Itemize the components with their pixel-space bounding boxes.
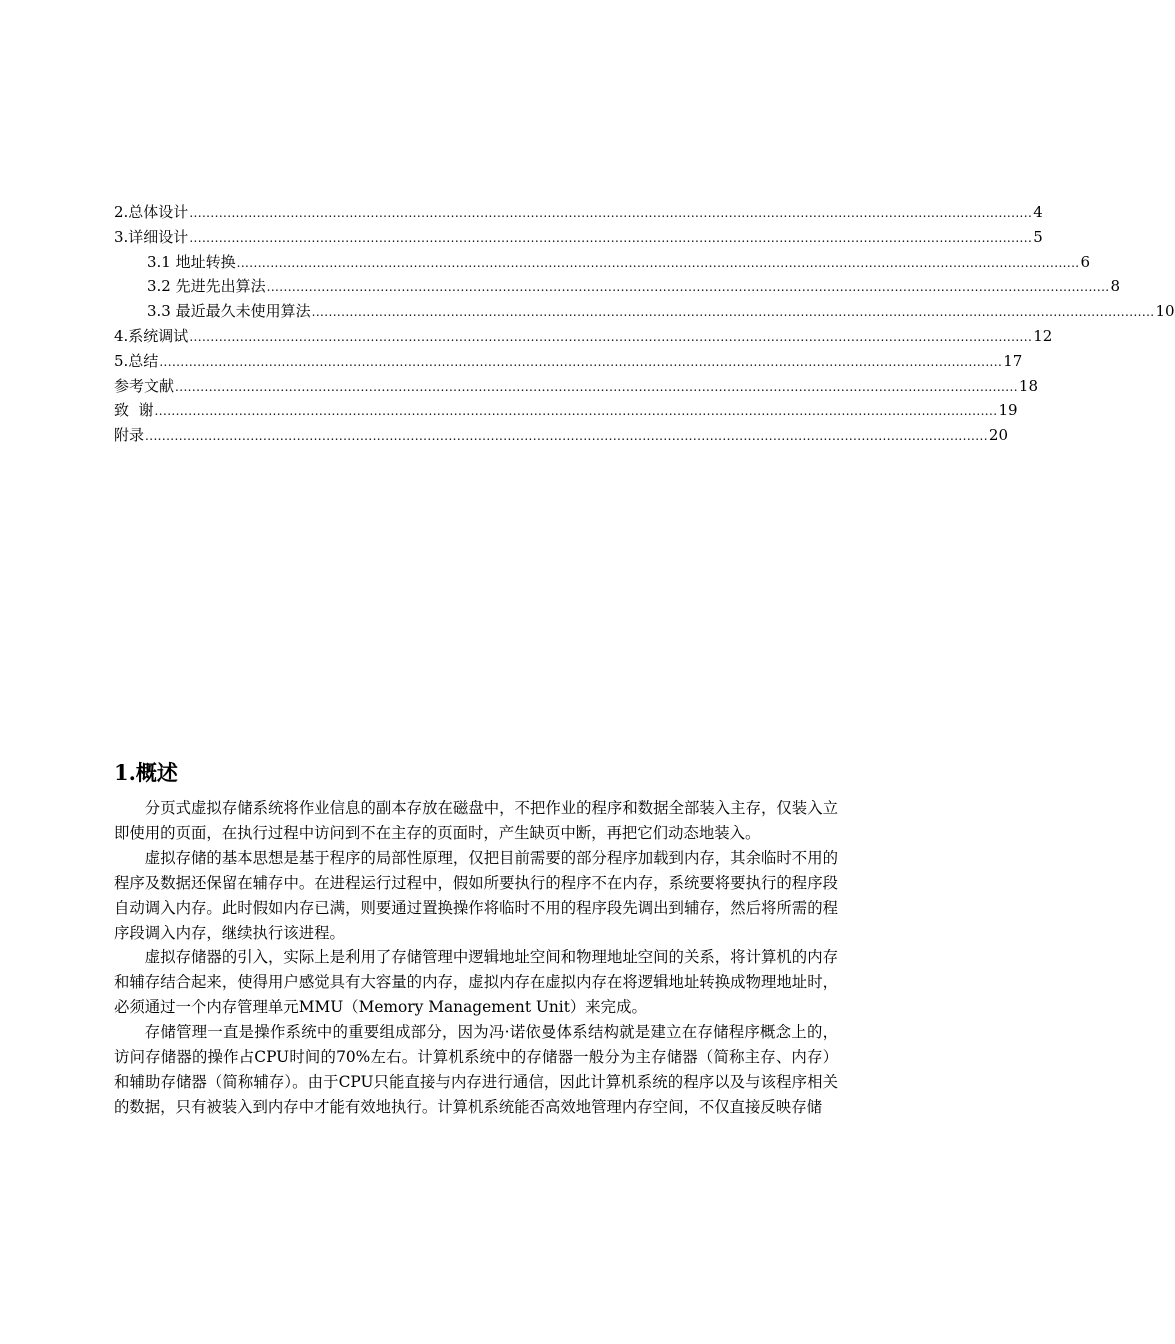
toc-leader-dots: ........................................................................................................................................................................................................ [145, 429, 988, 444]
toc-entry[interactable] [114, 398, 1018, 423]
toc-entry-label: 附录 [114, 426, 145, 445]
toc-entry-label: 5.总结 [114, 351, 159, 370]
body-paragraph: 虚拟存储的基本思想是基于程序的局部性原理，仅把目前需要的部分程序加载到内存，其余临时不用的程序及数据还保留在辅存中。在进程运行过程中，假如所要执行的程序不在内存，系统要将要执行的程序段自动调入内存。此时假如内存已满，则要通过置换操作将临时不用的程序段先调出到辅存，然后将所需的程序段调入内存，继续执行该进程。 [114, 848, 838, 942]
toc-entry-page: 20 [988, 426, 1008, 445]
toc-entry-page: 17 [1003, 351, 1023, 370]
toc-leader-dots: ........................................................................................................................................................................................................ [311, 305, 1155, 320]
toc-entry-label: 3.详细设计 [114, 227, 189, 246]
toc-entry[interactable] [114, 349, 1023, 374]
body-paragraph: 虚拟存储器的引入，实际上是利用了存储管理中逻辑地址空间和物理地址空间的关系，将计算机的内存和辅存结合起来，使得用户感觉具有大容量的内存，虚拟内存在虚拟内存在将逻辑地址转换成物理地址时，必须通过一个内存管理单元MMU（Memory Management Unit）来完成。 [114, 948, 838, 1017]
toc-entry[interactable] [114, 200, 1043, 225]
toc-leader-dots: ........................................................................................................................................................................................................ [189, 329, 1033, 344]
toc-entry-page: 4 [1033, 203, 1043, 221]
toc-entry[interactable] [114, 423, 1008, 448]
toc-entry-page: 5 [1033, 227, 1043, 246]
toc-leader-dots: ........................................................................................................................................................................................................ [236, 255, 1080, 270]
table-of-contents [114, 200, 1175, 448]
toc-entry[interactable] [114, 324, 1053, 349]
toc-entry[interactable] [114, 250, 1091, 275]
toc-entry-label: 3.3 最近最久未使用算法 [147, 302, 311, 321]
toc-entry-label: 致 谢 [114, 401, 154, 420]
toc-entry-page: 12 [1033, 326, 1053, 345]
toc-entry-label: 4.系统调试 [114, 326, 189, 345]
toc-leader-dots: ........................................................................................................................................................................................................ [189, 230, 1033, 245]
toc-entry-label: 参考文献 [114, 376, 175, 395]
toc-entry[interactable] [114, 374, 1038, 399]
toc-leader-dots: ........................................................................................................................................................................................................ [266, 280, 1110, 295]
toc-leader-dots: ........................................................................................................................................................................................................ [154, 404, 998, 419]
body-paragraph: 存储管理一直是操作系统中的重要组成部分，因为冯·诺依曼体系结构就是建立在存储程序概念上的，访问存储器的操作占CPU时间的70%左右。计算机系统中的存储器一般分为主存储器（简称主存、内存）和辅助存储器（简称辅存）。由于CPU只能直接与内存进行通信，因此计算机系统的程序以及与该程序相关的数据，只有被装入到内存中才能有效地执行。计算机系统能否高效地管理内存空间，不仅直接反映存储 [114, 1023, 838, 1116]
toc-leader-dots: ........................................................................................................................................................................................................ [159, 354, 1003, 369]
toc-entry-page: 19 [998, 401, 1018, 420]
toc-leader-dots: ........................................................................................................................................................................................................ [175, 379, 1018, 394]
toc-entry-page: 6 [1080, 252, 1091, 271]
section-body [114, 796, 838, 1120]
toc-entry-page: 18 [1018, 376, 1038, 395]
toc-entry-label: 3.1 地址转换 [147, 252, 236, 271]
toc-entry[interactable] [114, 225, 1043, 250]
section-heading: 1.概述 [114, 760, 178, 785]
toc-entry-page: 8 [1110, 277, 1121, 296]
toc-entry-label: 3.2 先进先出算法 [147, 277, 266, 296]
toc-entry[interactable] [114, 274, 1121, 299]
toc-entry[interactable] [114, 299, 1175, 324]
toc-entry-label: 2.总体设计 [114, 203, 189, 221]
toc-entry-page: 10 [1155, 302, 1175, 321]
toc-leader-dots: ........................................................................................................................................................................................................ [189, 206, 1033, 220]
body-paragraph: 分页式虚拟存储系统将作业信息的副本存放在磁盘中，不把作业的程序和数据全部装入主存，仅装入立即使用的页面，在执行过程中访问到不在主存的页面时，产生缺页中断，再把它们动态地装入。 [114, 799, 838, 842]
